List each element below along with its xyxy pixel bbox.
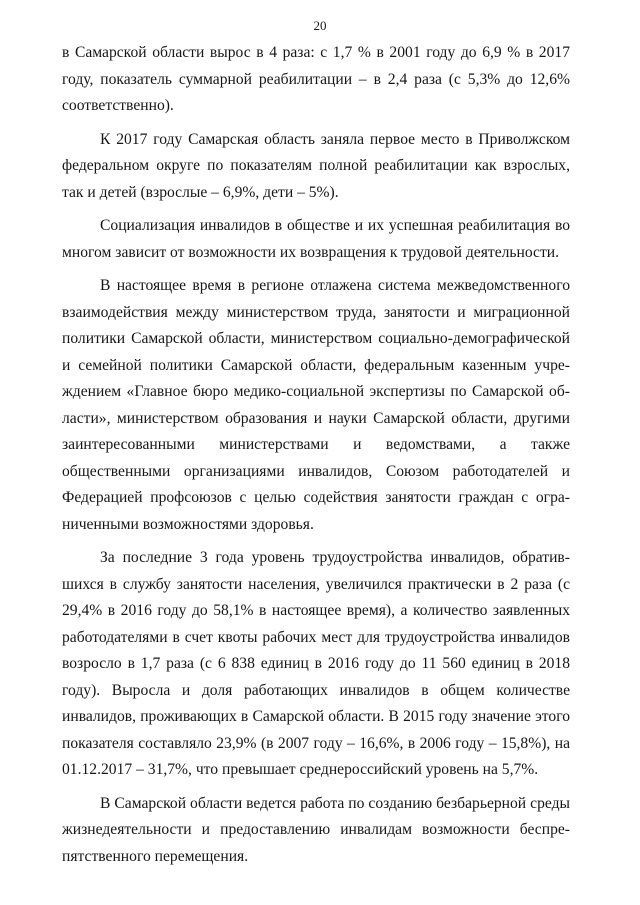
paragraph-socialization: Социализация инвалидов в обществе и их успешная реабилитация во многом зависит от возможности их возвращения к трудовой деятельности. — [62, 217, 570, 261]
paragraph-first-place-volga-district: К 2017 году Самарская область заняла первое место в Приволжском федеральном округе по показателям полной реабилитации как взрослых, так и детей (взрослые – 6,9%, дети – 5%). — [62, 130, 570, 201]
page-number: 20 — [313, 18, 327, 33]
paragraph-employment-level: За последние 3 года уровень трудоустройства инвалидов, обратившихся в службу занятости населения, увеличился практически в 2 раза (с 29,4% в 2016 году до 58,1% в настоящее время), а количество заявленных работодателями в счет квоты рабочих мест для трудоустройства инвалидов возросло в 1,7 раза (с 6 838 единиц в 2016 году до 11 560 единиц в 2018 году). Выросла и доля работающих инвалидов в общем количестве инвалидов, проживающих в Самарской области. В 2015 году значение этого показателя составляло 23,9% (в 2007 году – 16,6%, в 2006 году – 15,8%), на 01.12.2017 – 31,7%, что превышает среднероссийский уровень на 5,7%. — [62, 549, 570, 778]
paragraph-rehabilitation-growth: в Самарской области вырос в 4 раза: с 1,7 % в 2001 году до 6,9 % в 2017 году, показатель суммарной реабилитации – в 2,4 раза (с 5,3% до 12,6% соответственно). — [62, 44, 570, 114]
paragraph-barrier-free-environment: В Самарской области ведется работа по созданию безбарьерной среды жизнедеятельности и предоставлению инвалидам возможности беспрепятственного перемещения. — [62, 794, 570, 865]
document-body — [62, 40, 570, 870]
paragraph-interagency-system: В настоящее время в регионе отлажена система межведомственного взаимодействия между министерством труда, занятости и миграционной политики Самарской области, министерством социально-демографической и семейной политики Самарской области, федеральным казенным учреждением «Главное бюро медико-социальной экспертизы по Самарской области», министерством образования и науки Самарской области, другими заинтересованными министерствами и ведомствами, а также общественными организациями инвалидов, Союзом работодателей и Федерацией профсоюзов с целью содействия занятости граждан с ограниченными возможностями здоровья. — [62, 277, 570, 533]
